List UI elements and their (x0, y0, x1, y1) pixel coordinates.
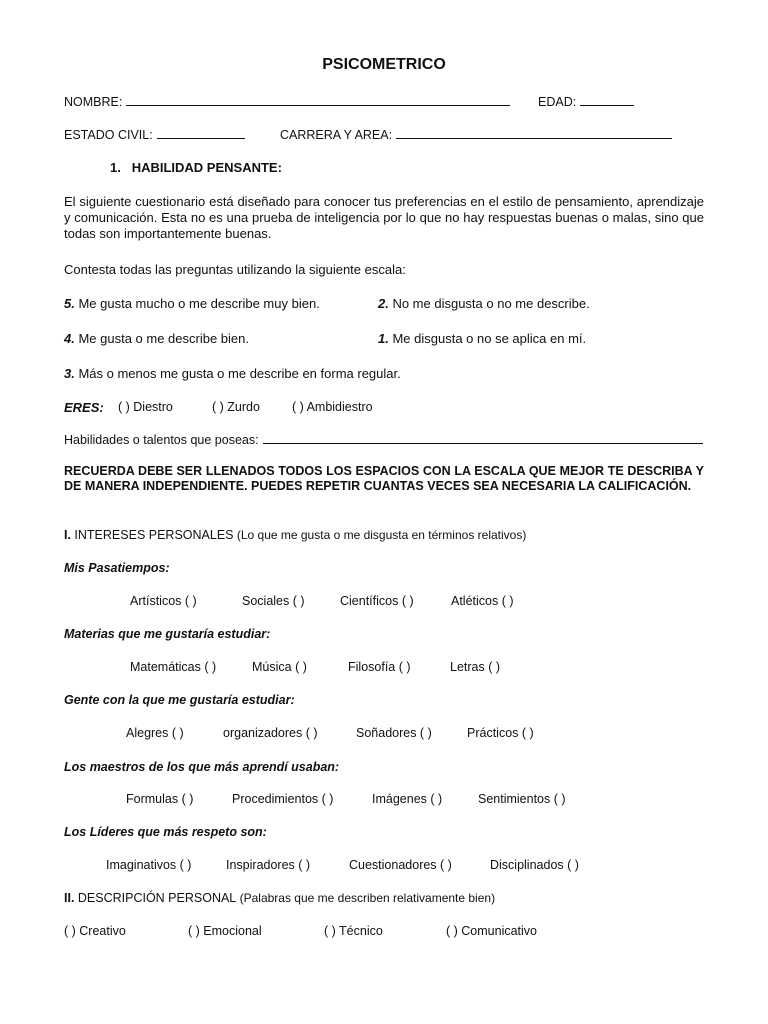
carrera-label: CARRERA Y AREA: (280, 128, 393, 142)
scale-text: Me disgusta o no se aplica en mí. (388, 331, 587, 346)
instructions-warning: RECUERDA DEBE SER LLENADOS TODOS LOS ESPACIOS CON LA ESCALA QUE MEJOR TE DESCRIBA Y DE MANERA INDEPENDIENTE. PUEDES REPETIR CUANTAS VECES SEA NECESARIA LA CALIFICACIÓN. (64, 464, 704, 493)
part1-number: I. (64, 528, 71, 542)
option-practicos[interactable]: Prácticos ( ) (467, 726, 534, 740)
estado-civil-field[interactable] (64, 127, 245, 142)
option-sociales[interactable]: Sociales ( ) (242, 594, 305, 608)
group-label-gente: Gente con la que me gustaría estudiar: (64, 693, 295, 707)
estado-civil-blank[interactable] (157, 127, 245, 139)
option-sentimientos[interactable]: Sentimientos ( ) (478, 792, 566, 806)
carrera-field[interactable] (280, 127, 672, 142)
intro-paragraph: El siguiente cuestionario está diseñado para conocer tus preferencias en el estilo de pensamiento, aprendizaje y comunicación. Esta no es una prueba de inteligencia por lo que no hay respuestas buenas o malas, sino que todas son importantemente buenas. (64, 194, 704, 241)
option-disciplinados[interactable]: Disciplinados ( ) (490, 858, 579, 872)
part1-note: (Lo que me gusta o me disgusta en términos relativos) (233, 528, 527, 542)
scale-number: 5. (64, 296, 75, 311)
option-matematicas[interactable]: Matemáticas ( ) (130, 660, 217, 674)
option-formulas[interactable]: Formulas ( ) (126, 792, 194, 806)
option-comunicativo[interactable]: ( ) Comunicativo (446, 924, 537, 938)
part2-number: II. (64, 891, 75, 905)
option-creativo[interactable]: ( ) Creativo (64, 924, 126, 938)
option-letras[interactable]: Letras ( ) (450, 660, 501, 674)
option-emocional[interactable]: ( ) Emocional (188, 924, 262, 938)
habilidades-field[interactable] (64, 432, 703, 447)
option-sonadores[interactable]: Soñadores ( ) (356, 726, 432, 740)
nombre-label: NOMBRE: (64, 95, 123, 109)
carrera-blank[interactable] (396, 127, 672, 139)
part2-heading (64, 891, 495, 905)
eres-option-diestro[interactable]: ( ) Diestro (118, 400, 173, 414)
option-cientificos[interactable]: Científicos ( ) (340, 594, 414, 608)
part2-title: DESCRIPCIÓN PERSONAL (74, 891, 237, 905)
option-musica[interactable]: Música ( ) (252, 660, 307, 674)
scale-number: 4. (64, 331, 75, 346)
scale-number: 2. (378, 296, 389, 311)
scale-number: 1. (378, 331, 389, 346)
option-alegres[interactable]: Alegres ( ) (126, 726, 184, 740)
section-title: HABILIDAD PENSANTE: (131, 160, 282, 175)
option-tecnico[interactable]: ( ) Técnico (324, 924, 383, 938)
scale-text: Me gusta mucho o me describe muy bien. (74, 296, 320, 311)
group-label-lideres: Los Líderes que más respeto son: (64, 825, 267, 839)
scale-text: Me gusta o me describe bien. (74, 331, 249, 346)
edad-label: EDAD: (538, 95, 577, 109)
option-procedimientos[interactable]: Procedimientos ( ) (232, 792, 334, 806)
habilidades-blank[interactable] (263, 432, 703, 444)
nombre-field[interactable] (64, 94, 510, 109)
eres-option-zurdo[interactable]: ( ) Zurdo (212, 400, 260, 414)
option-filosofia[interactable]: Filosofía ( ) (348, 660, 411, 674)
option-imagenes[interactable]: Imágenes ( ) (372, 792, 443, 806)
section-number: 1. (110, 160, 121, 175)
scale-item-3 (64, 366, 401, 381)
option-artisticos[interactable]: Artísticos ( ) (130, 594, 197, 608)
scale-item-1 (378, 331, 586, 346)
option-inspiradores[interactable]: Inspiradores ( ) (226, 858, 311, 872)
scale-item-5 (64, 296, 320, 311)
option-atleticos[interactable]: Atléticos ( ) (451, 594, 514, 608)
part2-note: (Palabras que me describen relativamente bien) (236, 891, 496, 905)
option-organizadores[interactable]: organizadores ( ) (223, 726, 318, 740)
part1-heading (64, 528, 526, 542)
group-label-materias: Materias que me gustaría estudiar: (64, 627, 271, 641)
group-label-pasatiempos: Mis Pasatiempos: (64, 561, 170, 575)
group-label-maestros: Los maestros de los que más aprendí usaban: (64, 760, 340, 774)
part1-title: INTERESES PERSONALES (70, 528, 234, 542)
estado-civil-label: ESTADO CIVIL: (64, 128, 153, 142)
option-cuestionadores[interactable]: Cuestionadores ( ) (349, 858, 452, 872)
scale-item-4 (64, 331, 249, 346)
nombre-blank[interactable] (126, 94, 510, 106)
document-title: PSICOMETRICO (322, 56, 446, 73)
edad-field[interactable] (538, 94, 634, 109)
eres-label: ERES: (64, 400, 104, 415)
scale-intro: Contesta todas las preguntas utilizando la siguiente escala: (64, 262, 406, 277)
option-imaginativos[interactable]: Imaginativos ( ) (106, 858, 192, 872)
eres-option-ambidiestro[interactable]: ( ) Ambidiestro (292, 400, 373, 414)
scale-number: 3. (64, 366, 75, 381)
section-heading (110, 160, 282, 175)
scale-text: Más o menos me gusta o me describe en forma regular. (74, 366, 401, 381)
scale-text: No me disgusta o no me describe. (388, 296, 590, 311)
habilidades-label: Habilidades o talentos que poseas: (64, 433, 259, 447)
edad-blank[interactable] (580, 94, 634, 106)
scale-item-2 (378, 296, 590, 311)
